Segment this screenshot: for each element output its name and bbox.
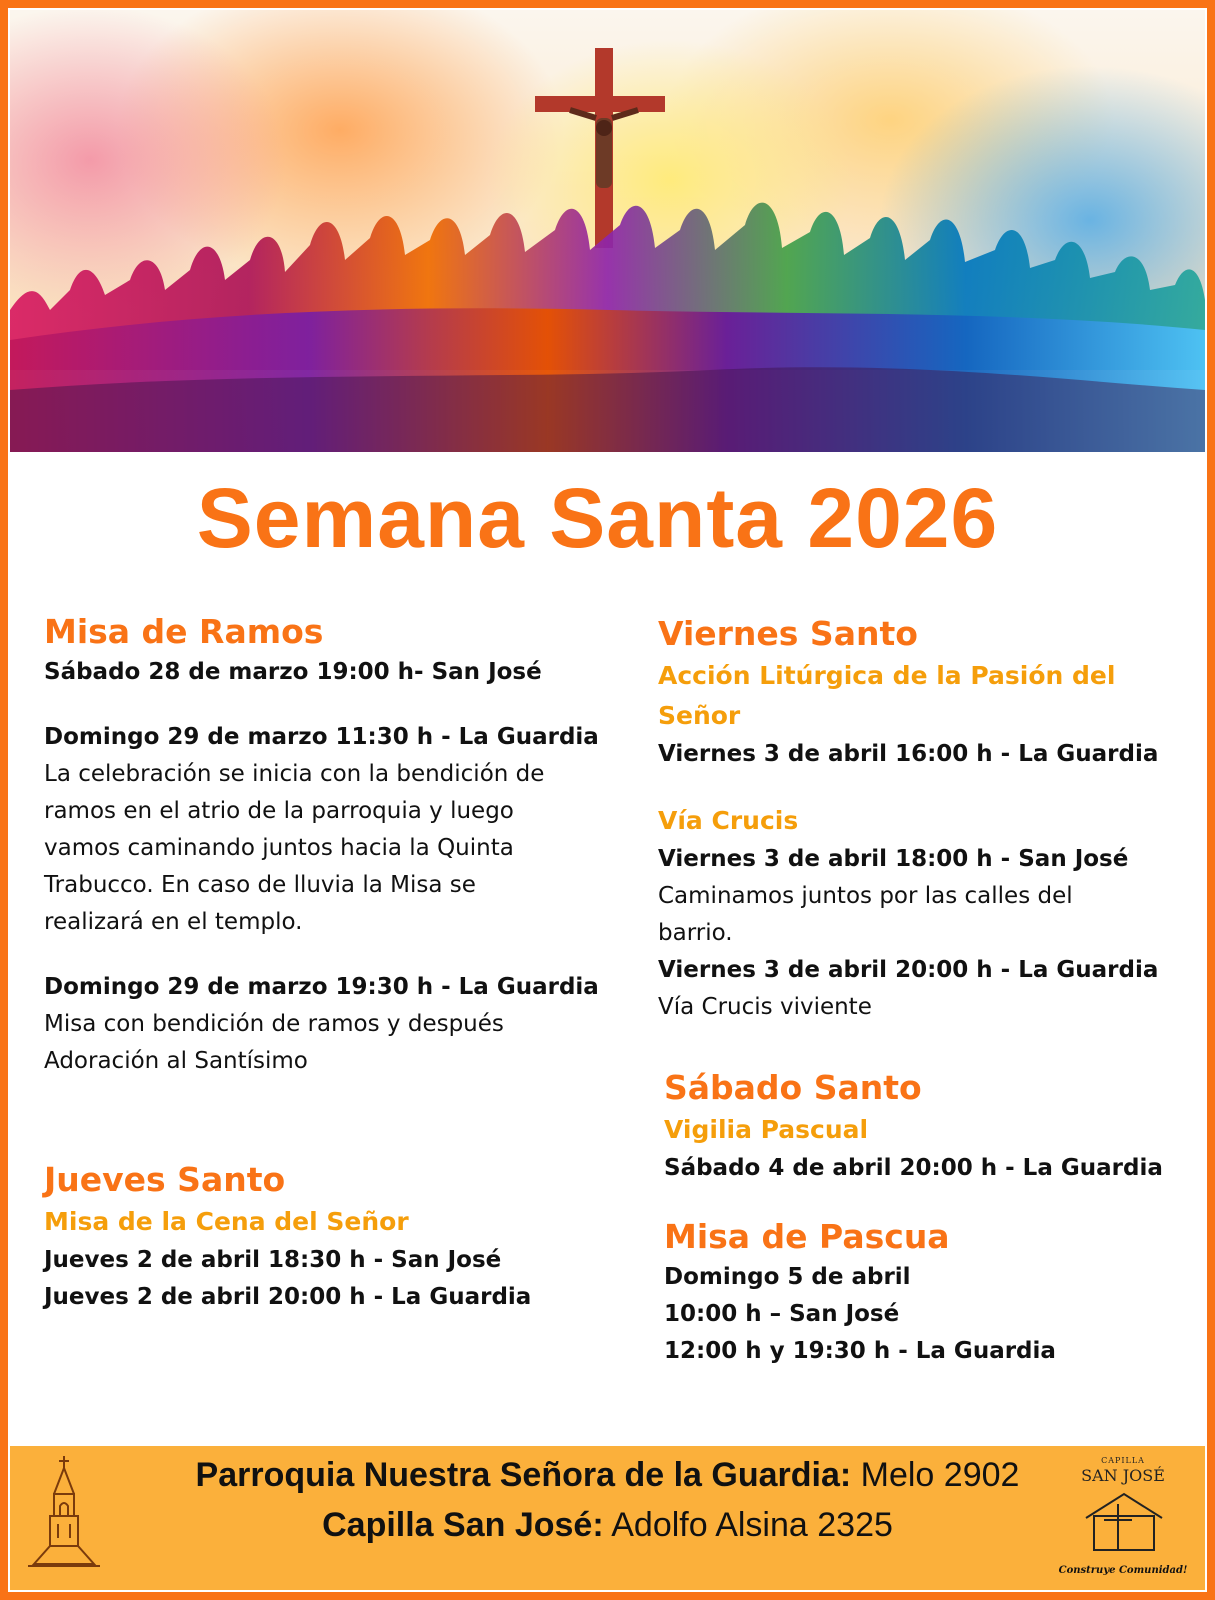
hero-artwork [10,10,1205,452]
jueves-line-2: Jueves 2 de abril 20:00 h - La Guardia [44,1284,532,1310]
viernes-subheading-a: Acción Litúrgica de la Pasión del [658,661,1116,690]
viernes-line-1: Viernes 3 de abril 16:00 h - La Guardia [658,741,1159,767]
viernes-line-3: Viernes 3 de abril 20:00 h - La Guardia [658,957,1159,983]
ramos-line-2: Domingo 29 de marzo 11:30 h - La Guardia [44,724,599,750]
page-title: Semana Santa 2026 [196,471,999,565]
jueves-line-1: Jueves 2 de abril 18:30 h - San José [44,1247,502,1273]
sabado-line-1: Sábado 4 de abril 20:00 h - La Guardia [664,1155,1163,1181]
chapel-logo-top: CAPILLA [1101,1456,1145,1465]
ramos-heading: Misa de Ramos [44,612,324,651]
sabado-subheading: Vigilia Pascual [664,1115,869,1144]
viernes-heading: Viernes Santo [658,614,918,653]
chapel-logo-tag: Construye Comunidad! [1058,1565,1188,1576]
jueves-subheading: Misa de la Cena del Señor [44,1207,409,1236]
pascua-heading: Misa de Pascua [664,1217,950,1256]
crucifixion-illustration [10,10,1205,452]
footer-capilla [10,1506,1205,1545]
footer-parroquia [10,1456,1205,1495]
viernes-desc-3: Vía Crucis viviente [658,994,872,1020]
ramos-desc-2-e: realizará en el templo. [44,909,303,935]
ramos-desc-3-b: Adoración al Santísimo [44,1048,308,1074]
pascua-line-2: 10:00 h – San José [664,1301,900,1327]
footer-band [10,1446,1205,1590]
left-column [44,610,614,1316]
ramos-desc-2-d: Trabucco. En caso de lluvia la Misa se [44,872,476,898]
viernes-subheading-b: Señor [658,701,741,730]
sabado-heading: Sábado Santo [664,1068,922,1107]
chapel-logo-name: SAN JOSÉ [1081,1466,1165,1485]
viernes-desc-2-a: Caminamos juntos por las calles del [658,883,1073,909]
jueves-heading: Jueves Santo [44,1160,286,1199]
ramos-desc-3-a: Misa con bendición de ramos y después [44,1011,504,1037]
ramos-desc-2-c: vamos caminando juntos hacia la Quinta [44,835,514,861]
parroquia-address: Melo 2902 [851,1456,1020,1494]
ramos-desc-2-a: La celebración se inicia con la bendición de [44,761,545,787]
ramos-desc-2-b: ramos en el atrio de la parroquia y luego [44,798,514,824]
parroquia-label: Parroquia Nuestra Señora de la Guardia: [195,1456,852,1494]
via-crucis-subheading: Vía Crucis [658,806,799,835]
viernes-line-2: Viernes 3 de abril 18:00 h - San José [658,846,1129,872]
ramos-line-1: Sábado 28 de marzo 19:00 h- San José [44,659,542,685]
chapel-logo [1054,1452,1192,1584]
pascua-line-3: 12:00 h y 19:30 h - La Guardia [664,1338,1056,1364]
capilla-address: Adolfo Alsina 2325 [603,1506,893,1544]
capilla-label: Capilla San José: [322,1506,604,1544]
right-column [658,612,1178,1370]
house-cross-icon [1074,1490,1174,1554]
ramos-line-3: Domingo 29 de marzo 19:30 h - La Guardia [44,974,599,1000]
viernes-desc-2-b: barrio. [658,920,733,946]
pascua-line-1: Domingo 5 de abril [664,1264,911,1290]
